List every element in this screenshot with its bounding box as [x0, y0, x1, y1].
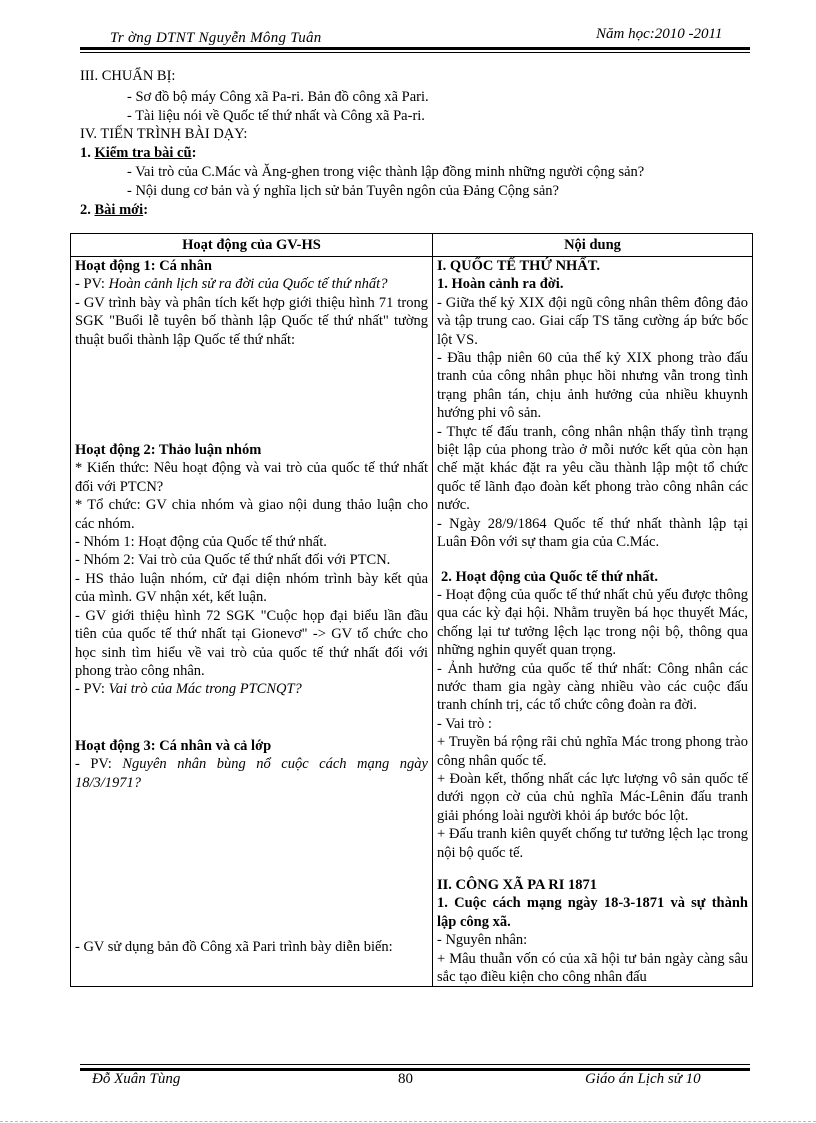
content-para-8: + Truyền bá rộng rãi chủ nghĩa Mác trong phong trào công nhân quốc tế.: [437, 734, 748, 769]
footer-page-number: 80: [398, 1071, 413, 1087]
header-school-year: Năm học:2010 -2011: [596, 26, 723, 42]
column-header-activities: Hoạt động của GV-HS: [71, 234, 433, 257]
activity-1-question: - PV: Hoàn cảnh lịch sử ra đời của Quốc tế thứ nhất?: [75, 276, 388, 293]
header-rule-thick: [80, 47, 750, 50]
activity-2-teacher: - GV giới thiệu hình 72 SGK "Cuộc họp đại biểu lần đầu tiên của quốc tế thứ nhất tại Gionevơ" -> GV tổ chức cho học sinh tìm hiểu về vai trò của quốc tế thứ nhất đối với phong trào công nhân.: [75, 607, 428, 679]
activity-2-organization: * Tổ chức: GV chia nhóm và giao nội dung thảo luận cho các nhóm.: [75, 497, 428, 532]
section-2-sub-1: 1. Cuộc cách mạng ngày 18-3-1871 và sự thành lập công xã.: [437, 895, 748, 930]
content-para-2: - Đầu thập niên 60 của thế kỷ XIX phong trào đấu tranh của công nhân phục hồi nhưng vẫn trong tình trạng phân tán, chịu ảnh hưởng của nhiều khuynh hướng phi vô sản.: [437, 350, 748, 422]
section-1-sub-2: 2. Hoạt động của Quốc tế thứ nhất.: [441, 568, 658, 585]
activity-2-knowledge: * Kiến thức: Nêu hoạt động và vai trò của quốc tế thứ nhất đối với PTCN?: [75, 460, 428, 495]
content-para-7: - Vai trò :: [437, 715, 492, 732]
activity-2-group-2: - Nhóm 2: Vai trò của Quốc tế thứ nhất đối với PTCN.: [75, 552, 391, 569]
footer-author: Đỗ Xuân Tùng: [92, 1071, 181, 1087]
content-para-5: - Hoạt động của quốc tế thứ nhất chủ yếu được thông qua các kỳ đại hội. Nhằm truyền bá học thuyết Mác, chống lại tư tưởng lệch lạc trong nội bộ, thông qua những nghin quyết quan trọng.: [437, 586, 748, 659]
activity-2-group-1: - Nhóm 1: Hoạt động của Quốc tế thứ nhất.: [75, 534, 327, 551]
content-para-1: - Giữa thế kỷ XIX đội ngũ công nhân thêm đông đảo và tập trung cao. Giai cấp TS tăng cường áp bức bốc lột VS.: [437, 294, 748, 348]
prep-heading: III. CHUẨN BỊ:: [80, 68, 176, 84]
section-2-title: II. CÔNG XÃ PA RI 1871: [437, 877, 598, 893]
content-para-6: - Ảnh hưởng của quốc tế thứ nhất: Công nhân các nước tham gia ngày càng nhiều vào các cuộc đấu tranh chính trị, các tổ chức công đoàn ra đời.: [437, 660, 748, 714]
content-para-9: + Đoàn kết, thống nhất các lực lượng vô sản quốc tế dưới ngọn cờ của chủ nghĩa Mác-Lênin đấu tranh giải phóng loài người khỏi áp bước bóc lột.: [437, 770, 748, 824]
activities-cell: [71, 257, 433, 987]
prep-item-1: - Sơ đồ bộ máy Công xã Pa-ri. Bản đồ công xã Pari.: [127, 89, 429, 105]
content-cell: [433, 257, 753, 987]
prep-item-2: - Tài liệu nói về Quốc tế thứ nhất và Công xã Pa-ri.: [127, 108, 425, 124]
section-1-sub-1: 1. Hoàn cảnh ra đời.: [437, 276, 564, 293]
check-question-1: - Vai trò của C.Mác và Ăng-ghen trong việc thành lập đồng minh những người cộng sản?: [127, 164, 645, 180]
process-heading: IV. TIẾN TRÌNH BÀI DẠY:: [80, 126, 248, 142]
header-school: Tr ờng DTNT Nguyễn Mông Tuân: [110, 30, 322, 46]
lesson-table: [70, 233, 753, 987]
content-para-4: - Ngày 28/9/1864 Quốc tế thứ nhất thành lập tại Luân Đôn với sự tham gia của C.Mác.: [437, 515, 748, 551]
footer-title: Giáo án Lịch sử 10: [585, 1071, 701, 1087]
activity-2-students: - HS thảo luận nhóm, cử đại diện nhóm trình bày kết qủa của mình. GV nhận xét, kết luận.: [75, 570, 428, 606]
content-para-10: + Đấu tranh kiên quyết chống tư tưởng lệch lạc trong nội bộ quốc tế.: [437, 826, 748, 861]
activity-2-question: - PV: Vai trò của Mác trong PTCNQT?: [75, 681, 302, 698]
activity-1-title: Hoạt động 1: Cá nhân: [75, 258, 212, 274]
activity-3-title: Hoạt động 3: Cá nhân và cả lớp: [75, 737, 272, 754]
activity-3-question: - PV: Nguyên nhân bùng nổ cuộc cách mạng ngày 18/3/1971?: [75, 756, 428, 791]
new-lesson-heading: 2. Bài mới:: [80, 202, 149, 218]
check-question-2: - Nội dung cơ bản và ý nghĩa lịch sử bản Tuyên ngôn của Đảng Cộng sản?: [127, 183, 559, 199]
content-para-12: + Mâu thuẫn vốn có của xã hội tư bản ngày càng sâu sắc tạo điều kiện cho công nhân đấu: [437, 950, 748, 986]
section-1-title: I. QUỐC TẾ THỨ NHẤT.: [437, 258, 601, 274]
column-header-content: Nội dung: [433, 234, 753, 257]
header-rule-thin: [80, 52, 750, 53]
page-edge-dash: [0, 1121, 816, 1122]
content-para-3: - Thực tế đấu tranh, công nhân nhận thấy tình trạng biệt lập của phong trào ở mỗi nước kết qủa còn hạn chế mặt khác đặt ra yêu cầu thành lập một tổ chức quốc tế lãnh đạo đoàn kết phong trào công nhân các nước.: [437, 423, 748, 514]
activity-3-teacher: - GV sử dụng bản đồ Công xã Pari trình bày diễn biến:: [75, 938, 393, 955]
activity-2-title: Hoạt động 2: Thảo luận nhóm: [75, 442, 262, 459]
activity-1-teacher: - GV trình bày và phân tích kết hợp giới thiệu hình 71 trong SGK "Buổi lễ tuyên bố thành lập Quốc tế thứ nhất" tường thuật buổi thành lập Quốc tế thứ nhất:: [75, 294, 428, 348]
footer-rule-thin: [80, 1064, 750, 1065]
content-para-11: - Nguyên nhân:: [437, 932, 528, 949]
check-heading: 1. Kiểm tra bài cũ:: [80, 145, 197, 161]
